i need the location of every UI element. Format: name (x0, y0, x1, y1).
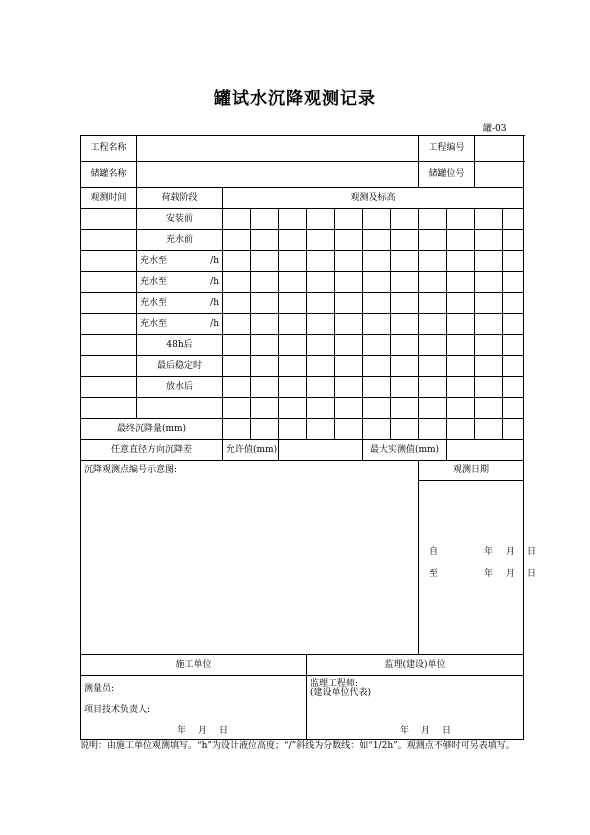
construction-unit-header: 施工单位 (81, 655, 307, 676)
final-settlement-cell[interactable] (419, 419, 447, 440)
final-settlement-cell[interactable] (475, 419, 503, 440)
load-stage-cell (137, 209, 223, 230)
elevation-cell[interactable] (503, 293, 524, 314)
elevation-cell[interactable] (447, 230, 475, 251)
elevation-cell[interactable] (391, 272, 419, 293)
elevation-cell[interactable] (279, 335, 307, 356)
elevation-cell[interactable] (279, 293, 307, 314)
elevation-cell[interactable] (279, 398, 307, 419)
obs-time-cell[interactable] (81, 398, 137, 419)
stage-row (81, 356, 524, 377)
sketch-label: 沉降观测点编号示意图: (84, 465, 178, 475)
final-settlement-cell[interactable] (503, 419, 524, 440)
day-label: 日 (527, 547, 537, 557)
elevation-cell[interactable] (475, 293, 503, 314)
final-settlement-cell[interactable] (391, 419, 419, 440)
final-settlement-label: 最终沉降量(mm) (81, 419, 223, 440)
elevation-cell[interactable] (251, 272, 279, 293)
elevation-cell[interactable] (279, 377, 307, 398)
elevation-cell[interactable] (503, 314, 524, 335)
allowed-value-label: 允许值(mm) (223, 440, 279, 461)
elevation-cell[interactable] (363, 356, 391, 377)
load-stage-cell (137, 251, 223, 272)
stage-label: 充水至 (140, 297, 168, 308)
day-label: 日 (219, 726, 229, 736)
tank-name-field[interactable] (137, 162, 419, 188)
elevation-cell[interactable] (391, 314, 419, 335)
elevation-cell[interactable] (279, 272, 307, 293)
elevation-cell[interactable] (307, 377, 335, 398)
stage-suffix: /h (210, 255, 219, 266)
elevation-cell[interactable] (251, 356, 279, 377)
elevation-cell[interactable] (363, 209, 391, 230)
project-no-label: 工程编号 (419, 136, 475, 162)
elevation-cell[interactable] (251, 335, 279, 356)
project-name-label: 工程名称 (81, 136, 137, 162)
elevation-cell[interactable] (419, 356, 447, 377)
elevation-cell[interactable] (307, 209, 335, 230)
elevation-cell[interactable] (223, 293, 251, 314)
load-stage-cell (137, 230, 223, 251)
final-settlement-cell[interactable] (251, 419, 279, 440)
load-stage-cell (137, 335, 223, 356)
load-stage-cell (137, 293, 223, 314)
elevation-cell[interactable] (223, 314, 251, 335)
final-settlement-cell[interactable] (223, 419, 251, 440)
diff-settlement-label: 任意直径方向沉降差 (81, 440, 223, 461)
elevation-cell[interactable] (307, 272, 335, 293)
obs-time-cell[interactable] (81, 356, 137, 377)
month-label: 月 (506, 547, 516, 557)
sketch-row (81, 461, 524, 655)
elevation-cell[interactable] (419, 293, 447, 314)
elevation-cell[interactable] (391, 356, 419, 377)
month-label: 月 (421, 726, 431, 736)
obs-elevation-header: 观测及标高 (223, 188, 524, 209)
load-stage-cell (137, 377, 223, 398)
obs-time-cell[interactable] (81, 335, 137, 356)
elevation-cell[interactable] (279, 251, 307, 272)
elevation-cell[interactable] (223, 230, 251, 251)
elevation-cell[interactable] (307, 293, 335, 314)
elevation-cell[interactable] (475, 356, 503, 377)
elevation-cell[interactable] (391, 335, 419, 356)
supervisor-label: 监理工程师: (310, 679, 359, 689)
elevation-cell[interactable] (503, 272, 524, 293)
tank-position-label: 储罐位号 (419, 162, 475, 188)
elevation-cell[interactable] (447, 335, 475, 356)
elevation-cell[interactable] (335, 335, 363, 356)
elevation-cell[interactable] (279, 314, 307, 335)
obs-time-cell[interactable] (81, 314, 137, 335)
elevation-cell[interactable] (503, 356, 524, 377)
final-settlement-cell[interactable] (279, 419, 307, 440)
elevation-cell[interactable] (279, 356, 307, 377)
elevation-cell[interactable] (503, 209, 524, 230)
elevation-cell[interactable] (503, 251, 524, 272)
footnote: 说明：由施工单位观测填写。“h”为设计液位高度；“/”斜线为分数线：如“1/2h”。观测点不够时可另表填写。 (80, 741, 515, 751)
elevation-cell[interactable] (419, 230, 447, 251)
elevation-cell[interactable] (223, 209, 251, 230)
allowed-value-field[interactable] (279, 440, 363, 461)
elevation-cell[interactable] (391, 293, 419, 314)
elevation-cell[interactable] (307, 335, 335, 356)
stage-row (81, 209, 524, 230)
elevation-cell[interactable] (391, 398, 419, 419)
elevation-cell[interactable] (447, 356, 475, 377)
year-label: 年 (400, 726, 410, 736)
elevation-cell[interactable] (447, 314, 475, 335)
elevation-cell[interactable] (307, 314, 335, 335)
elevation-cell[interactable] (363, 272, 391, 293)
max-measured-field[interactable] (447, 440, 524, 461)
stage-suffix: /h (210, 318, 219, 329)
owner-rep-label: (建设单位代表) (310, 688, 372, 698)
elevation-cell[interactable] (223, 251, 251, 272)
elevation-cell[interactable] (503, 398, 524, 419)
stage-suffix: /h (210, 276, 219, 287)
elevation-cell[interactable] (251, 398, 279, 419)
final-settlement-cell[interactable] (363, 419, 391, 440)
obs-time-cell[interactable] (81, 377, 137, 398)
elevation-cell[interactable] (419, 335, 447, 356)
elevation-cell[interactable] (503, 377, 524, 398)
elevation-cell[interactable] (307, 356, 335, 377)
load-stage-cell (137, 356, 223, 377)
day-label: 日 (527, 569, 537, 579)
tech-lead-label: 项目技术负责人: (84, 705, 151, 715)
from-label: 自 (429, 547, 439, 557)
load-stage-cell (137, 314, 223, 335)
elevation-cell[interactable] (223, 272, 251, 293)
date-from[interactable] (429, 547, 541, 558)
construction-date (177, 726, 228, 737)
elevation-cell[interactable] (419, 398, 447, 419)
elevation-cell[interactable] (251, 314, 279, 335)
surveyor-label: 测量员: (84, 684, 115, 694)
elevation-cell[interactable] (391, 230, 419, 251)
supervision-unit-header: 监理(建设)单位 (307, 655, 524, 676)
month-label: 月 (506, 569, 516, 579)
stage-label: 充水至 (140, 255, 168, 266)
elevation-cell[interactable] (363, 230, 391, 251)
elevation-cell[interactable] (419, 209, 447, 230)
elevation-cell[interactable] (335, 230, 363, 251)
form-code: 罐-03 (483, 124, 507, 134)
stage-row (81, 314, 524, 335)
elevation-cell[interactable] (335, 356, 363, 377)
elevation-cell[interactable] (279, 230, 307, 251)
elevation-cell[interactable] (447, 293, 475, 314)
obs-date-area (419, 461, 537, 655)
project-name-field[interactable] (137, 136, 419, 162)
elevation-cell[interactable] (503, 335, 524, 356)
elevation-cell[interactable] (251, 377, 279, 398)
year-label: 年 (177, 726, 187, 736)
units-header-row (81, 655, 524, 676)
elevation-cell[interactable] (363, 335, 391, 356)
obs-time-header: 观测时间 (81, 188, 137, 209)
obs-time-cell[interactable] (81, 293, 137, 314)
elevation-cell[interactable] (419, 377, 447, 398)
elevation-cell[interactable] (363, 314, 391, 335)
elevation-cell[interactable] (335, 272, 363, 293)
elevation-cell[interactable] (447, 251, 475, 272)
stage-row (81, 230, 524, 251)
final-settlement-cell[interactable] (307, 419, 335, 440)
to-label: 至 (429, 569, 439, 579)
elevation-cell[interactable] (475, 230, 503, 251)
elevation-cell[interactable] (307, 230, 335, 251)
stage-row (81, 293, 524, 314)
final-settlement-cell[interactable] (447, 419, 475, 440)
obs-time-cell[interactable] (81, 251, 137, 272)
supervision-date (400, 726, 451, 737)
project-no-field[interactable] (475, 136, 524, 162)
obs-time-cell[interactable] (81, 272, 137, 293)
stage-row (81, 398, 524, 419)
date-to[interactable] (429, 569, 541, 580)
sketch-area[interactable] (81, 461, 419, 655)
elevation-cell[interactable] (475, 335, 503, 356)
settlement-record-table (80, 135, 537, 740)
elevation-cell[interactable] (475, 209, 503, 230)
elevation-cell[interactable] (475, 251, 503, 272)
year-label: 年 (484, 547, 494, 557)
stage-row (81, 335, 524, 356)
page-title: 罐试水沉降观测记录 (214, 89, 376, 109)
elevation-cell[interactable] (335, 209, 363, 230)
month-label: 月 (198, 726, 208, 736)
elevation-cell[interactable] (251, 293, 279, 314)
load-stage-header: 荷载阶段 (137, 188, 223, 209)
stage-row (81, 377, 524, 398)
elevation-cell[interactable] (335, 314, 363, 335)
elevation-cell[interactable] (251, 230, 279, 251)
elevation-cell[interactable] (251, 209, 279, 230)
stage-row (81, 251, 524, 272)
final-settlement-cell[interactable] (335, 419, 363, 440)
supervisor-label-block (310, 680, 371, 698)
obs-time-cell[interactable] (81, 230, 137, 251)
elevation-cell[interactable] (475, 272, 503, 293)
obs-time-cell[interactable] (81, 209, 137, 230)
day-label: 日 (442, 726, 452, 736)
elevation-cell[interactable] (391, 377, 419, 398)
stage-suffix: /h (210, 297, 219, 308)
elevation-cell[interactable] (307, 251, 335, 272)
elevation-cell[interactable] (363, 293, 391, 314)
elevation-cell[interactable] (447, 209, 475, 230)
stage-label: 安装前 (165, 213, 193, 224)
elevation-cell[interactable] (335, 377, 363, 398)
elevation-cell[interactable] (363, 377, 391, 398)
construction-signature[interactable] (81, 676, 307, 740)
elevation-cell[interactable] (363, 251, 391, 272)
supervision-signature[interactable] (307, 676, 524, 740)
elevation-cell[interactable] (475, 314, 503, 335)
elevation-cell[interactable] (251, 251, 279, 272)
stage-label: 充水至 (140, 276, 168, 287)
elevation-cell[interactable] (335, 293, 363, 314)
max-measured-label: 最大实测值(mm) (363, 440, 447, 461)
elevation-cell[interactable] (335, 251, 363, 272)
load-stage-cell (137, 398, 223, 419)
elevation-cell[interactable] (279, 209, 307, 230)
elevation-cell[interactable] (223, 356, 251, 377)
elevation-cell[interactable] (447, 272, 475, 293)
stage-label: 放水后 (165, 381, 193, 392)
elevation-cell[interactable] (419, 314, 447, 335)
obs-date-label: 观测日期 (419, 461, 523, 481)
elevation-cell[interactable] (363, 398, 391, 419)
tank-name-label: 储罐名称 (81, 162, 137, 188)
stage-label: 充水前 (165, 234, 193, 245)
tank-position-field[interactable] (475, 162, 524, 188)
elevation-cell[interactable] (447, 377, 475, 398)
year-label: 年 (484, 569, 494, 579)
elevation-cell[interactable] (223, 335, 251, 356)
signature-row (81, 676, 524, 740)
stage-label: 最后稳定时 (156, 360, 202, 371)
stage-label: 48h后 (166, 339, 193, 350)
elevation-cell[interactable] (307, 398, 335, 419)
stage-label: 充水至 (140, 318, 168, 329)
elevation-cell[interactable] (391, 209, 419, 230)
elevation-cell[interactable] (475, 377, 503, 398)
elevation-cell[interactable] (419, 251, 447, 272)
diff-settlement-row (81, 440, 524, 461)
stage-row (81, 272, 524, 293)
elevation-cell[interactable] (503, 230, 524, 251)
elevation-cell[interactable] (391, 251, 419, 272)
load-stage-cell (137, 272, 223, 293)
elevation-cell[interactable] (223, 377, 251, 398)
elevation-cell[interactable] (475, 398, 503, 419)
elevation-cell[interactable] (335, 398, 363, 419)
elevation-cell[interactable] (447, 398, 475, 419)
elevation-cell[interactable] (419, 272, 447, 293)
final-settlement-row (81, 419, 524, 440)
elevation-cell[interactable] (223, 398, 251, 419)
